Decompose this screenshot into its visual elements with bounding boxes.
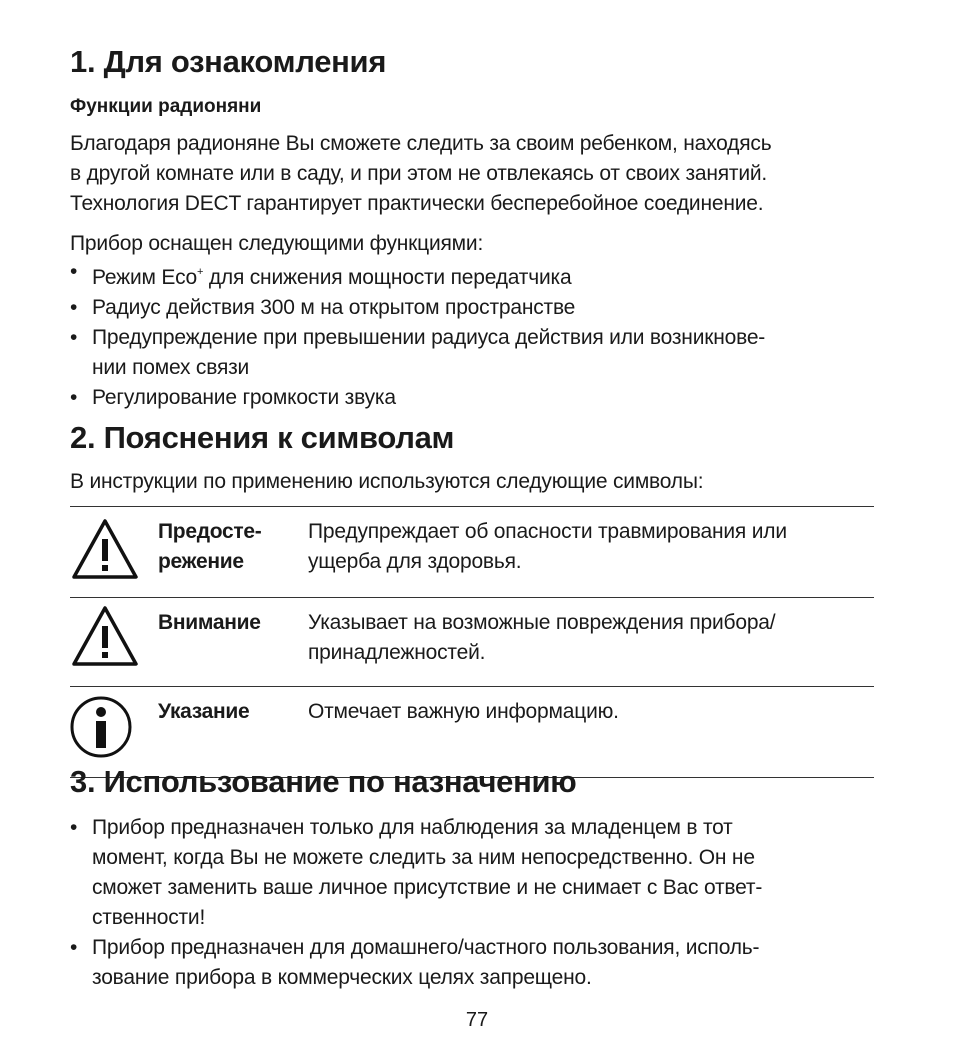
symbol-description: Предупреждает об опасности травмирования или ущерба для здоровья. xyxy=(308,520,787,573)
table-row xyxy=(70,507,874,598)
list-item: • Радиус действия 300 м на открытом пространстве xyxy=(70,293,882,323)
section-2-intro: В инструкции по применению используются следующие символы: xyxy=(70,470,704,493)
symbol-term: Внимание xyxy=(158,611,261,634)
table-row xyxy=(70,598,874,687)
equipment-intro: Прибор оснащен следующими функциями: xyxy=(70,232,484,255)
bullet-icon: • xyxy=(70,386,78,409)
bullet-icon: • xyxy=(70,260,78,283)
intended-use-list xyxy=(70,813,882,993)
section-3-title: 3. Использование по назначению xyxy=(70,764,577,799)
bullet-icon: • xyxy=(70,816,78,839)
list-item: • Регулирование громкости звука xyxy=(70,383,882,413)
symbol-term: Указание xyxy=(158,700,250,723)
section-1-subtitle: Функции радионяни xyxy=(70,96,262,117)
warning-triangle-icon xyxy=(70,602,140,672)
list-item: • Прибор предназначен только для наблюдения за младенцем в тот момент, когда Вы не можете следить за ним непосредственно. Он не сможет заменить ваше личное присутствие и не снимает с Вас ответ- ственности! xyxy=(70,813,882,933)
features-list xyxy=(70,257,882,413)
info-circle-icon xyxy=(70,694,136,760)
bullet-icon: • xyxy=(70,326,78,349)
page-number: 77 xyxy=(465,1009,489,1031)
symbol-term: Предосте- xyxy=(158,520,262,543)
warning-triangle-icon xyxy=(70,515,140,585)
section-2-title: 2. Пояснения к символам xyxy=(70,420,455,455)
section-1-intro: Благодаря радионяне Вы сможете следить за своим ребенком, находясь в другой комнате или в саду, и при этом не отвлекаясь от своих занятий. Технология DECT гарантирует практически бесперебойное соединение. xyxy=(70,132,772,215)
list-item: • Режим Eco+ для снижения мощности передатчика xyxy=(70,257,882,293)
list-item: • Прибор предназначен для домашнего/частного пользования, исполь- зование прибора в коммерческих целях запрещено. xyxy=(70,933,882,993)
bullet-icon: • xyxy=(70,936,78,959)
symbol-description: Отмечает важную информацию. xyxy=(308,700,619,723)
list-item: • Предупреждение при превышении радиуса действия или возникнове- нии помех связи xyxy=(70,323,882,383)
symbol-term: режение xyxy=(158,550,244,573)
bullet-icon: • xyxy=(70,296,78,319)
section-1-title: 1. Для ознакомления xyxy=(70,44,387,79)
symbol-description: Указывает на возможные повреждения прибора/ принадлежностей. xyxy=(308,611,776,664)
symbols-table xyxy=(70,506,874,778)
